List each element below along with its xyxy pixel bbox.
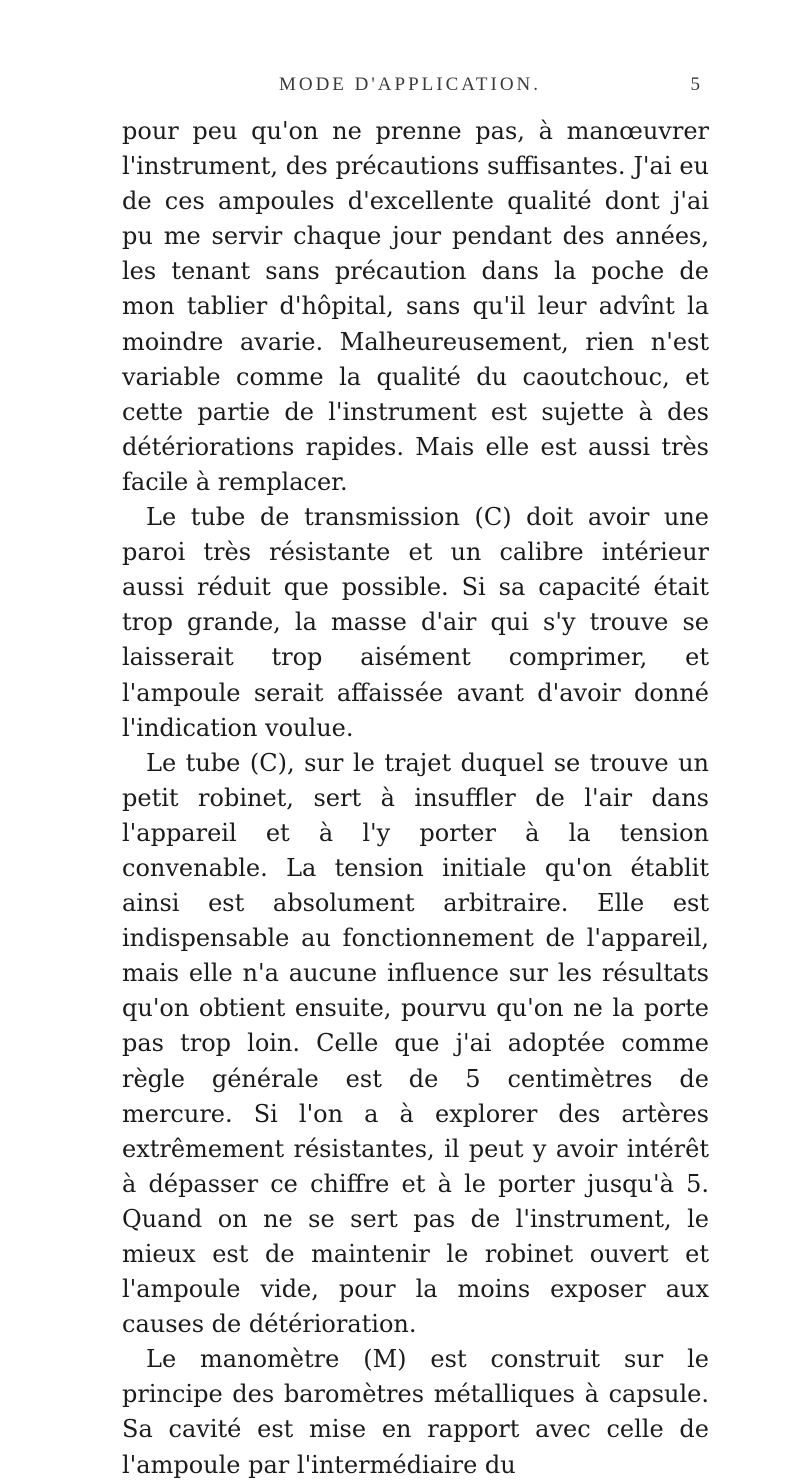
body-text [122,114,709,1483]
running-head [120,74,700,102]
page-number: 5 [690,74,700,95]
paragraph-2: Le tube de transmission (C) doit avoir une paroi très résistante et un calibre intérieur aussi réduit que possible. Si sa capacité était trop grande, la masse d'air qui s'y trouve se laisserait trop aisément comprimer, et l'ampoule serait affaissée avant d'avoir donné l'indication voulue. [122,503,709,742]
paragraph-1: pour peu qu'on ne prenne pas, à manœuvrer l'instrument, des précautions suffisantes. J'ai eu de ces ampoules d'excellente qualité dont j'ai pu me servir chaque jour pendant des années, les tenant sans précaution dans la poche de mon tablier d'hôpital, sans qu'il leur advînt la moindre avarie. Malheureusement, rien n'est variable comme la qualité du caoutchouc, et cette partie de l'instrument est sujette à des détériorations rapides. Mais elle est aussi très facile à remplacer. [122,117,709,496]
paragraph-4: Le manomètre (M) est construit sur le principe des baromètres métalliques à capsule. Sa cavité est mise en rapport avec celle de l'ampoule par l'intermédiaire du [122,1345,709,1479]
paragraph-3: Le tube (C), sur le trajet duquel se trouve un petit robinet, sert à insuffler de l'air dans l'appareil et à l'y porter à la tension convenable. La tension initiale qu'on établit ainsi est absolument arbitraire. Elle est indispensable au fonctionnement de l'appareil, mais elle n'a aucune influence sur les résultats qu'on obtient ensuite, pourvu qu'on ne la porte pas trop loin. Celle que j'ai adoptée comme règle générale est de 5 centimètres de mercure. Si l'on a à explorer des artères extrêmement résistantes, il peut y avoir intérêt à dépasser ce chiffre et à le porter jusqu'à 5. Quand on ne se sert pas de l'instrument, le mieux est de maintenir le robinet ouvert et l'ampoule vide, pour la moins exposer aux causes de détérioration. [122,748,709,1339]
running-title: MODE D'APPLICATION. [278,74,542,95]
